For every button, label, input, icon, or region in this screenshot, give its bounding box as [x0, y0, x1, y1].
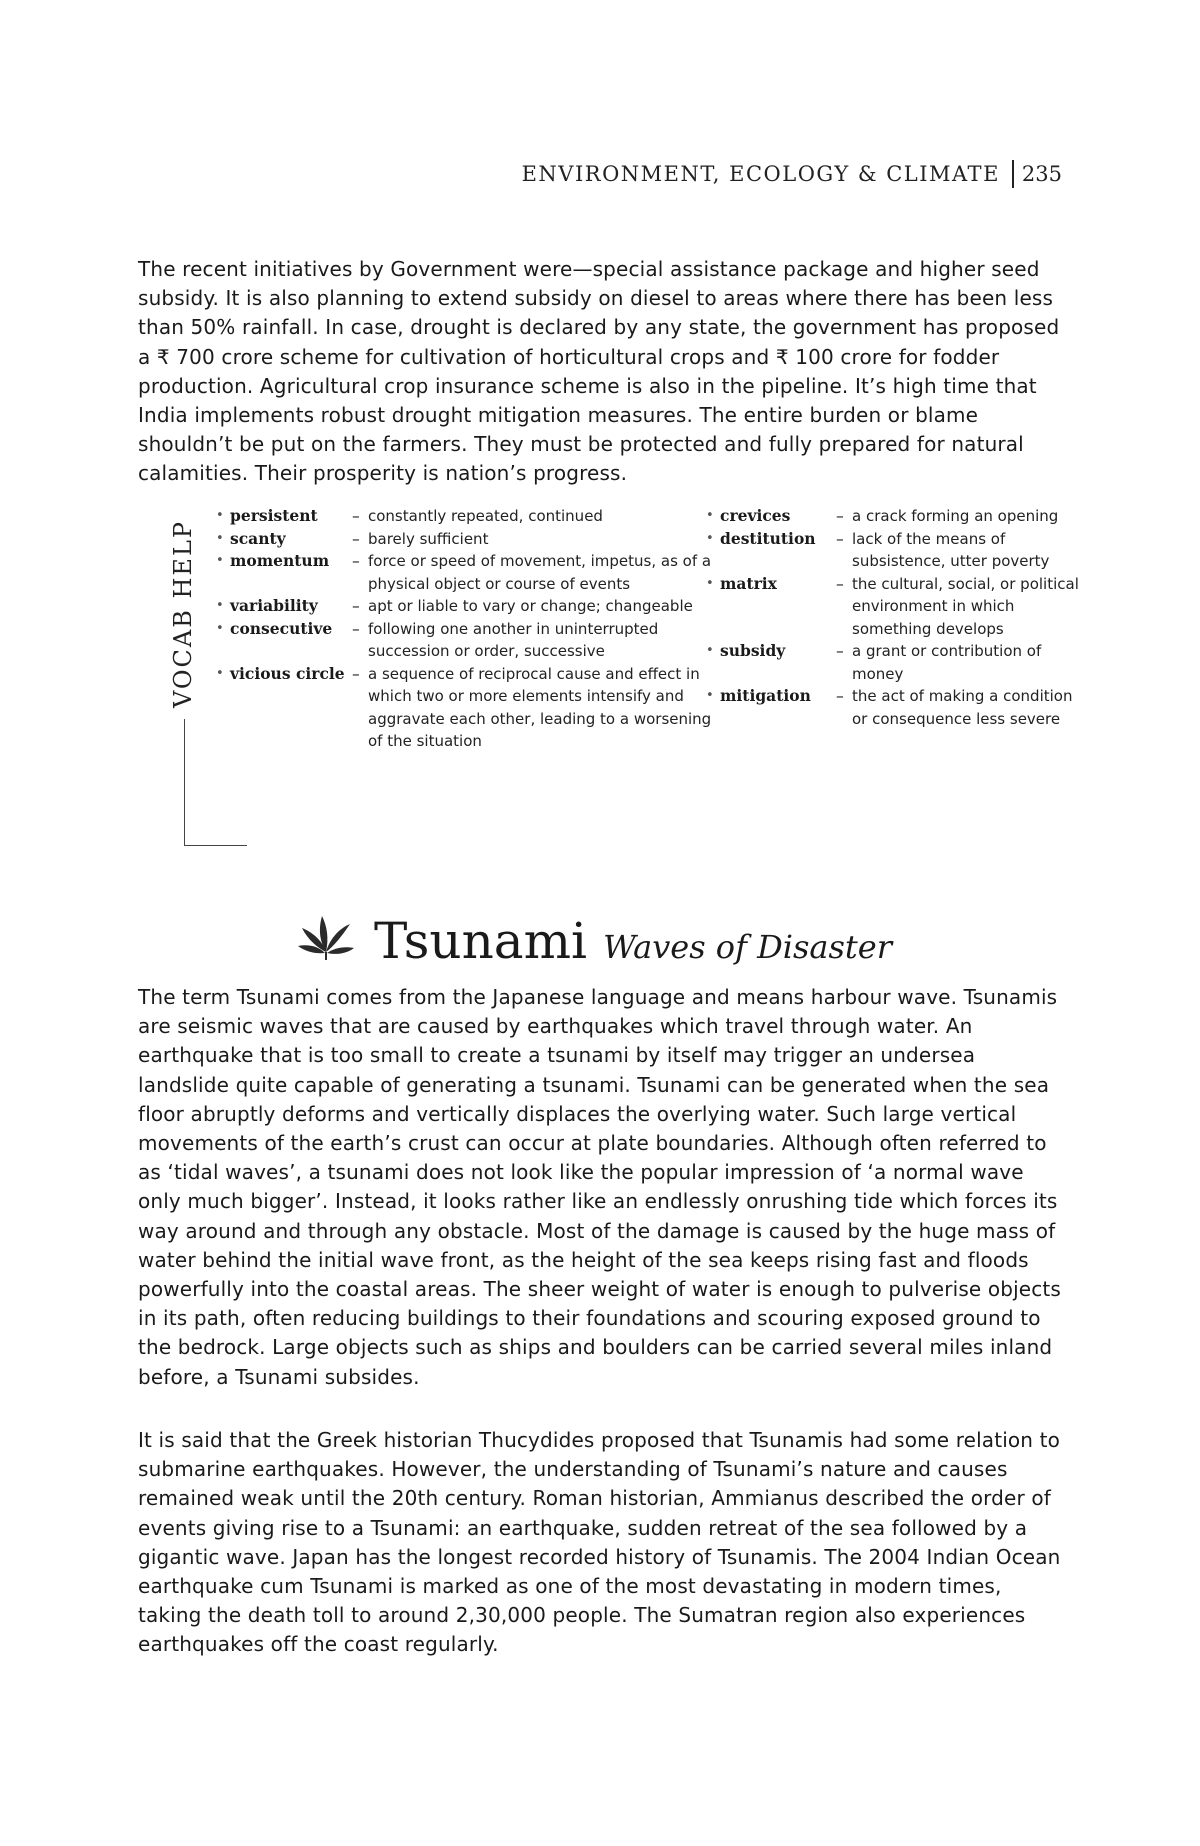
paragraph-drought-initiatives: The recent initiatives by Government were—special assistance package and higher seed subsidy. It is also planning to extend subsidy on diesel to areas where there has been less than 50% rainfall. In case, drought is declared by any state, the government has proposed a ₹ 700 crore scheme for cultivation of horticultural crops and ₹ 100 crore for fodder production. Agricultural crop insurance scheme is also in the pipeline. It’s high time that India implements robust drought mitigation measures. The entire burden or blame shouldn’t be put on the farmers. They must be protected and fully prepared for natural calamities. Their prosperity is nation’s progress. — [138, 257, 1060, 486]
vocab-help-label — [168, 509, 198, 719]
vocab-entry — [706, 573, 1086, 641]
vocab-term: momentum — [230, 551, 330, 570]
vocab-dash: – — [836, 574, 844, 593]
vocab-dash: – — [352, 597, 360, 615]
vocab-definition: a sequence of reciprocal cause and effect in which two or more elements intensify and aggravate each other, leading to a worsening of the situation — [368, 664, 712, 750]
vocab-definition: a crack forming an opening — [852, 507, 1059, 525]
vocab-dash: – — [352, 664, 360, 683]
bullet-icon: • — [706, 530, 714, 546]
vocab-dash: – — [836, 642, 844, 660]
section-title: Tsunami — [374, 912, 587, 970]
vocab-definition: following one another in uninterrupted succession or order, successive — [368, 619, 659, 660]
bullet-icon: • — [216, 508, 224, 523]
bullet-icon: • — [216, 530, 224, 546]
bullet-icon: • — [216, 665, 224, 681]
vocab-definition: force or speed of movement, impetus, as of a physical object or course of events — [368, 552, 712, 593]
vocab-term: scanty — [230, 528, 286, 548]
vocab-definition: lack of the means of subsistence, utter poverty — [852, 529, 1050, 570]
running-head — [522, 160, 1062, 188]
vocab-dash: – — [352, 507, 360, 525]
vocab-term: subsidy — [720, 641, 786, 660]
vocab-dash: – — [352, 619, 360, 638]
vocab-term: vicious circle — [230, 663, 345, 683]
vocab-dash: – — [836, 529, 844, 548]
section-heading — [296, 912, 892, 970]
running-head-divider — [1012, 160, 1014, 188]
vocab-definition: the act of making a condition or consequence less severe — [852, 687, 1073, 728]
vocab-entry — [216, 505, 716, 528]
vocab-term: matrix — [720, 573, 777, 593]
vocab-entry — [706, 685, 1086, 730]
vocab-term: crevices — [720, 506, 791, 525]
bullet-icon: • — [706, 688, 714, 703]
paragraph-tsunami-definition: The term Tsunami comes from the Japanese language and means harbour wave. Tsunamis are seismic waves that are caused by earthquakes which travel through water. An earthquake that is too small to create a tsunami by itself may trigger an undersea landslide quite capable of generating a tsunami. Tsunami can be generated when the sea floor abruptly deforms and vertically displaces the overlying water. Such large vertical movements of the earth’s crust can occur at plate boundaries. Although often referred to as ‘tidal waves’, a tsunami does not look like the popular impression of ‘a normal wave only much bigger’. Instead, it looks rather like an endlessly onrushing tide which forces its way around and through any obstacle. Most of the damage is caused by the huge mass of water behind the initial wave front, as the height of the sea keeps rising fast and floods powerfully into the coastal areas. The sheer weight of water is enough to pulverise objects in its path, often reducing buildings to their foundations and scouring exposed ground to the bedrock. Large objects such as ships and boulders can be carried several miles inland before, a Tsunami subsides. — [138, 985, 1061, 1389]
vocab-definition: apt or liable to vary or change; changeable — [368, 597, 693, 615]
paragraph-tsunami-history: It is said that the Greek historian Thucydides proposed that Tsunamis had some relation to submarine earthquakes. However, the understanding of Tsunami’s nature and causes remained weak until the 20th century. Roman historian, Ammianus described the order of events giving rise to a Tsunami: an earthquake, sudden retreat of the sea followed by a gigantic wave. Japan has the longest recorded history of Tsunamis. The 2004 Indian Ocean earthquake cum Tsunami is marked as one of the most devastating in modern times, taking the death toll to around 2,30,000 people. The Sumatran region also experiences earthquakes off the coast regularly. — [138, 1428, 1061, 1657]
vocab-entry — [706, 528, 1086, 573]
vocab-entry — [216, 550, 716, 595]
vocab-term: mitigation — [720, 686, 811, 705]
vocab-entry — [216, 528, 716, 551]
section-subtitle: Waves of Disaster — [603, 928, 892, 966]
vocab-dash: – — [352, 529, 360, 548]
vocab-definition: barely sufficient — [368, 529, 489, 548]
bullet-icon: • — [706, 508, 714, 523]
vocab-column-right — [706, 505, 1086, 730]
vocab-term: consecutive — [230, 618, 333, 638]
vocab-help-box — [160, 505, 1079, 857]
bullet-icon: • — [216, 620, 224, 636]
vocab-entry — [706, 505, 1086, 528]
vocab-column-left — [216, 505, 716, 753]
vocab-entry — [216, 663, 716, 753]
vocab-entry — [216, 618, 716, 663]
vocab-term: destitution — [720, 528, 816, 548]
vocab-definition: a grant or contribution of money — [852, 642, 1042, 683]
bullet-icon: • — [706, 575, 714, 591]
vocab-definition: the cultural, social, or political environment in which something develops — [852, 574, 1079, 638]
bullet-icon: • — [706, 643, 714, 658]
vocab-entry — [706, 640, 1086, 685]
vocab-term: persistent — [230, 506, 318, 525]
vocab-dash: – — [352, 552, 360, 570]
vocab-term: variability — [230, 596, 318, 615]
leaf-icon — [296, 908, 356, 962]
vocab-entry — [216, 595, 716, 618]
vocab-help-label-text: VOCAB HELP — [169, 519, 197, 709]
vocab-dash: – — [836, 687, 844, 705]
vocab-definition: constantly repeated, continued — [368, 507, 603, 525]
page-number: 235 — [1021, 162, 1062, 186]
vocab-dash: – — [836, 507, 844, 525]
bullet-icon: • — [216, 553, 224, 568]
bullet-icon: • — [216, 598, 224, 613]
running-head-title: ENVIRONMENT, ECOLOGY & CLIMATE — [521, 162, 1000, 186]
